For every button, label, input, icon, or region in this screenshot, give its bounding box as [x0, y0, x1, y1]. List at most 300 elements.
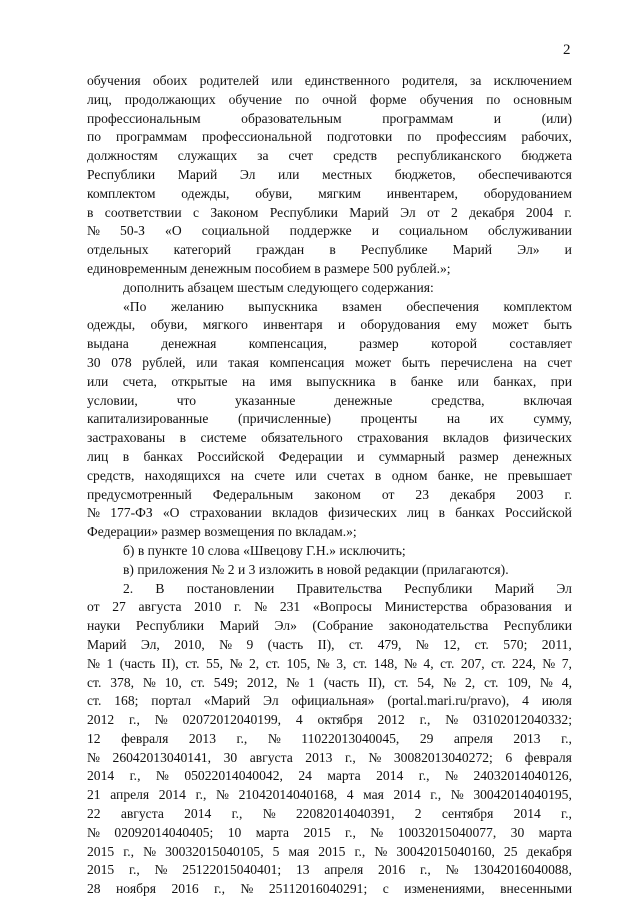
word: от	[427, 204, 440, 220]
word: «Марий	[203, 693, 251, 709]
word: 30032015040105,	[165, 843, 264, 859]
word: №	[216, 787, 229, 803]
text-line	[87, 843, 572, 862]
text-line: Федерации» размер возмещения по вкладам.»;	[87, 524, 357, 540]
word: социальной	[201, 223, 270, 239]
text-line	[87, 241, 572, 260]
word: г.,	[345, 824, 356, 840]
word: апреля	[110, 787, 150, 803]
word: или	[278, 166, 300, 182]
word: местных	[321, 166, 373, 182]
word: размер	[359, 336, 399, 352]
text-line	[87, 786, 572, 805]
word: банках	[455, 505, 495, 521]
word: очной	[322, 91, 357, 107]
word: выдана	[87, 336, 129, 352]
word: ст.	[352, 655, 368, 671]
word: 2,	[464, 674, 476, 690]
word: 4,	[561, 674, 572, 690]
word: служащих	[177, 148, 238, 164]
word: в	[389, 373, 397, 389]
text-line	[87, 467, 572, 486]
word: 30082013040272;	[393, 749, 493, 765]
word: или	[271, 73, 293, 88]
word: средства,	[431, 392, 485, 408]
word: сентября	[441, 806, 494, 822]
word: лиц	[407, 505, 429, 521]
word: с	[192, 204, 199, 220]
word: 4,	[423, 655, 434, 671]
word: 207,	[460, 655, 485, 671]
word: 21042014040168,	[238, 787, 338, 803]
text-line	[87, 222, 572, 241]
word: II),	[161, 655, 179, 671]
word: родителя,	[402, 73, 458, 88]
word: №	[87, 824, 100, 840]
word: по	[87, 129, 102, 145]
word: счета,	[122, 373, 157, 389]
word: исключением	[493, 73, 572, 88]
word: обучения	[87, 73, 141, 88]
word: 168;	[114, 693, 139, 709]
word: №	[443, 674, 457, 690]
text-line	[87, 580, 572, 599]
word: отдельных	[87, 242, 149, 258]
word: 6	[505, 749, 513, 765]
word: №	[539, 674, 553, 690]
word: №	[87, 749, 100, 765]
word: профессиональным	[87, 110, 201, 126]
word: г.,	[128, 862, 140, 878]
text-line	[87, 128, 572, 147]
word: обеспечения	[406, 298, 479, 314]
word: г.,	[418, 768, 430, 784]
word: республиканского	[397, 148, 502, 164]
word: 1	[106, 655, 114, 671]
word: (или)	[541, 110, 572, 126]
word: «О	[162, 505, 180, 521]
word: 2013	[305, 749, 333, 765]
word: сумму,	[533, 411, 572, 427]
word: «О	[165, 223, 182, 239]
word: 2016	[171, 881, 199, 897]
word: г.	[234, 599, 242, 615]
word: денежных	[513, 448, 572, 464]
word: не	[484, 467, 498, 483]
word: апреля	[324, 862, 364, 878]
word: от	[87, 599, 100, 615]
word: г.,	[195, 787, 207, 803]
word: 2012	[377, 712, 405, 728]
word: и	[564, 599, 572, 615]
word: 10032015040077,	[397, 824, 497, 840]
word: августа	[120, 806, 164, 822]
word: 2015	[87, 843, 115, 859]
word: выпускника	[306, 373, 376, 389]
word: 26042013040141,	[112, 749, 212, 765]
word: г.,	[344, 749, 356, 765]
word: условии,	[87, 392, 138, 408]
word: взамен	[342, 298, 382, 314]
word: В	[155, 580, 165, 596]
word: имя	[269, 373, 292, 389]
word: граждан	[256, 242, 305, 258]
word: рабочих,	[521, 129, 572, 145]
word: комплектом	[87, 185, 156, 201]
word: Эл	[263, 693, 279, 709]
word: или	[87, 373, 109, 389]
word: одном	[391, 467, 428, 483]
word: программам	[382, 110, 454, 126]
word: №	[445, 768, 458, 784]
word: по	[295, 91, 310, 107]
word: ст.	[440, 655, 455, 671]
word: г.,	[236, 730, 248, 746]
word: №	[445, 862, 459, 878]
word: (часть	[267, 636, 304, 652]
word: г.,	[123, 843, 135, 859]
text-line	[87, 711, 572, 730]
word: (часть	[119, 655, 156, 671]
word: 30042015040160,	[396, 843, 495, 859]
word: г.	[564, 204, 572, 220]
text-line	[87, 617, 572, 636]
word: включая	[523, 392, 572, 408]
word: застрахованы	[87, 430, 166, 446]
word: ст.	[348, 636, 364, 652]
text-line	[87, 448, 572, 467]
word: г.,	[214, 881, 225, 897]
word: вкладов	[272, 505, 319, 521]
word: основным	[513, 91, 572, 107]
word: бюджета	[521, 148, 572, 164]
word: 30	[223, 749, 238, 765]
word: 7,	[561, 655, 572, 671]
word: мягким	[318, 185, 361, 201]
word: 13	[295, 862, 310, 878]
word: инвентаря	[263, 317, 323, 333]
word: г.,	[419, 712, 431, 728]
word: или	[196, 354, 218, 370]
word: ему	[455, 317, 477, 333]
word: социальном	[399, 223, 468, 239]
word: №	[262, 806, 276, 822]
word: 2014	[513, 806, 541, 822]
word: 2014	[376, 768, 404, 784]
text-line	[87, 749, 572, 768]
text-line	[87, 204, 572, 223]
word: и	[371, 223, 379, 239]
word: превышает	[507, 467, 572, 483]
word: №	[87, 655, 100, 671]
word: денежная	[161, 336, 217, 352]
word: 479,	[377, 636, 402, 652]
word: одежды,	[181, 185, 230, 201]
word: 27	[112, 599, 126, 615]
text-line	[87, 674, 572, 693]
text-line	[87, 692, 572, 711]
word: №	[267, 730, 281, 746]
word: подготовки	[326, 129, 393, 145]
word: Республики	[135, 618, 205, 634]
word: г.,	[419, 862, 431, 878]
word: 2013	[513, 730, 541, 746]
word: на	[446, 411, 461, 427]
word: или	[457, 373, 479, 389]
word: профессиям	[436, 129, 507, 145]
word: 2015	[318, 843, 346, 859]
word: №	[374, 843, 388, 859]
page-number: 2	[563, 42, 571, 58]
text-line	[87, 316, 572, 335]
word: 2.	[123, 580, 134, 596]
word: законодательства	[388, 618, 489, 634]
word: 12	[87, 730, 101, 746]
word: марта	[255, 824, 290, 840]
word: 224,	[512, 655, 536, 671]
word: 03102012040332;	[473, 712, 572, 728]
word: обучение	[228, 91, 283, 107]
word: компенсация,	[248, 336, 327, 352]
word: №	[219, 636, 233, 652]
word: ст.	[190, 674, 205, 690]
word: мягкого	[202, 317, 248, 333]
word: профессиональной	[202, 129, 312, 145]
word: августа	[249, 749, 293, 765]
word: комплектом	[503, 298, 572, 314]
word: 109,	[507, 674, 532, 690]
word: №	[368, 749, 382, 765]
word: 549;	[213, 674, 238, 690]
word: на	[241, 373, 256, 389]
word: 2015	[87, 862, 115, 878]
word: обуви,	[255, 185, 293, 201]
word: лиц	[87, 448, 109, 464]
word: 2014	[158, 787, 186, 803]
word: 23	[415, 486, 429, 502]
word: 22082014040391,	[295, 806, 395, 822]
word: 30042014040195,	[473, 787, 572, 803]
word: ст.	[394, 674, 409, 690]
word: №	[240, 881, 254, 897]
word: г.,	[430, 787, 442, 803]
word: физических	[328, 505, 397, 521]
word: счете	[254, 467, 285, 483]
word: должностям	[87, 148, 158, 164]
word: ноября	[116, 881, 157, 897]
word: составляет	[509, 336, 572, 352]
word: 2	[450, 204, 458, 220]
word: №	[154, 712, 168, 728]
word: г.,	[354, 843, 366, 859]
word: Марий	[87, 636, 127, 652]
text-line	[87, 655, 572, 674]
word: №	[87, 505, 100, 521]
word: 177-ФЗ	[110, 505, 153, 521]
word: 02072012040199,	[182, 712, 282, 728]
text-line	[87, 185, 572, 204]
word: 25122015040401;	[182, 862, 282, 878]
word: денежные	[334, 392, 393, 408]
word: изменениями,	[404, 881, 485, 897]
word: 2012	[87, 712, 115, 728]
word: форме	[369, 91, 407, 107]
word: Министерства	[384, 599, 468, 615]
word: в	[87, 204, 94, 220]
word: Республики	[87, 166, 156, 182]
word: 2010,	[174, 636, 205, 652]
word: 2004	[525, 204, 554, 220]
text-line: дополнить абзацем шестым следующего содержания:	[123, 279, 434, 295]
word: 2015	[303, 824, 331, 840]
word: перечислена	[440, 354, 513, 370]
word: по	[486, 91, 501, 107]
word: ст.	[185, 655, 200, 671]
word: декабря	[526, 843, 572, 859]
text-line	[87, 504, 572, 523]
word: от	[381, 486, 395, 502]
word: 2014	[87, 768, 115, 784]
word: №	[316, 655, 330, 671]
word: в	[179, 430, 187, 446]
word: за	[257, 148, 269, 164]
word: 13042016040088,	[473, 862, 572, 878]
word: марта	[538, 824, 572, 840]
text-line	[87, 861, 572, 880]
text-line	[87, 429, 572, 448]
text-line	[87, 166, 572, 185]
word: 2010	[194, 599, 222, 615]
word: инвентарем,	[386, 185, 458, 201]
word: при	[550, 373, 572, 389]
word: Федерации	[278, 448, 343, 464]
word: и	[493, 110, 502, 126]
word: мая	[288, 843, 310, 859]
word: счет	[288, 148, 314, 164]
word: 570;	[503, 636, 528, 652]
word: банке	[410, 373, 444, 389]
word: 105,	[286, 655, 311, 671]
word: декабря	[469, 204, 515, 220]
word: их	[489, 411, 504, 427]
word: г.,	[129, 768, 141, 784]
text-line	[87, 110, 572, 129]
text-line	[87, 354, 572, 373]
word: внесенными	[500, 881, 572, 897]
word: №	[142, 674, 156, 690]
word: Российской	[504, 505, 572, 521]
word: февраля	[121, 730, 169, 746]
word: 50-З	[120, 223, 145, 239]
text-line	[87, 147, 572, 166]
text-line	[87, 410, 572, 429]
word: 54,	[417, 674, 435, 690]
word: системе	[200, 430, 247, 446]
word: в	[438, 505, 446, 521]
word: обучения	[419, 91, 474, 107]
word: 21	[87, 787, 101, 803]
word: №	[229, 655, 243, 671]
word: 2014	[184, 806, 212, 822]
word: 24	[298, 768, 312, 784]
word: 24032014040126,	[473, 768, 572, 784]
word: 2012,	[246, 674, 278, 690]
word: Эл	[239, 166, 256, 182]
word: Федеральным	[212, 486, 294, 502]
word: обязательного	[260, 430, 343, 446]
word: обеспечиваются	[478, 166, 572, 182]
word: Эл»	[517, 242, 540, 258]
word: 5	[272, 843, 280, 859]
word: №	[143, 843, 157, 859]
word: 2016	[378, 862, 406, 878]
word: размер	[459, 448, 499, 464]
word: 30	[510, 824, 525, 840]
word: апреля	[453, 730, 493, 746]
word: компенсация	[269, 354, 345, 370]
word: 25112016040291;	[268, 881, 368, 897]
word: мая	[363, 787, 384, 803]
word: 2014	[393, 787, 421, 803]
word: 28	[87, 881, 101, 897]
word: II),	[368, 674, 386, 690]
text-line: единовременным денежным пособием в размере 500 рублей.»;	[87, 260, 451, 276]
text-line	[87, 598, 572, 617]
word: Эл,	[140, 636, 160, 652]
word: в	[329, 242, 336, 258]
word: ст.	[87, 693, 102, 709]
word: 231	[279, 599, 301, 615]
text-line	[87, 730, 572, 749]
word: по	[407, 129, 422, 145]
word: банках	[143, 448, 183, 464]
word: банке,	[437, 467, 474, 483]
word: поддержке	[289, 223, 352, 239]
word: декабря	[449, 486, 496, 502]
word: (Собрание	[312, 618, 374, 634]
word: «По	[123, 298, 147, 314]
word: 2013	[188, 730, 216, 746]
word: соответствии	[104, 204, 182, 220]
word: средств,	[87, 467, 135, 483]
word: желанию	[170, 298, 224, 314]
text-line: в) приложения № 2 и 3 изложить в новой редакции (прилагаются).	[123, 561, 509, 577]
word: Республики	[269, 204, 338, 220]
word: Республики	[503, 618, 572, 634]
word: 4	[295, 712, 303, 728]
word: Марий	[219, 618, 259, 634]
word: №	[254, 599, 268, 615]
word: на	[523, 354, 537, 370]
text-line	[87, 805, 572, 824]
text-line	[87, 91, 572, 110]
word: №	[415, 636, 429, 652]
word: 02092014040405;	[114, 824, 214, 840]
word: единственного	[304, 73, 390, 88]
word: быть	[543, 317, 572, 333]
text-line	[87, 824, 572, 843]
word: Российской	[197, 448, 265, 464]
word: находящихся	[144, 467, 221, 483]
word: Марий	[452, 242, 493, 258]
word: 2,	[248, 655, 260, 671]
word: средств	[333, 148, 378, 164]
word: счет	[547, 354, 572, 370]
word: февраля	[524, 749, 572, 765]
word: с	[382, 881, 389, 897]
word: может	[492, 317, 529, 333]
word: в	[122, 448, 130, 464]
